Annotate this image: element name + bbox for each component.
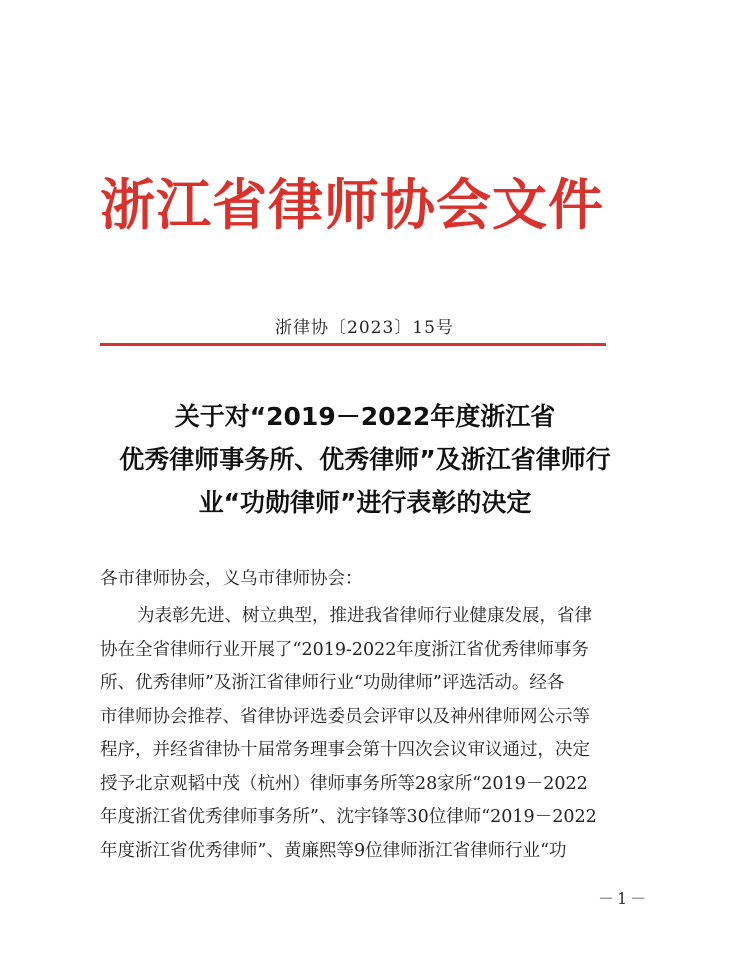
body-line-4: 市律师协会推荐、省律协评选委员会评审以及神州律师网公示等 [100,706,590,727]
body-line-2: 协在全省律师行业开展了“2019-2022年度浙江省优秀律师事务 [100,639,589,660]
body-line-7: 年度浙江省优秀律师事务所”、沈宇锋等30位律师“2019－2022 [100,807,597,827]
decision-title-line-2: 优秀律师事务所、优秀律师”及浙江省律师行 [119,445,611,474]
salutation: 各市律师协会，义乌市律师协会： [100,569,363,589]
body-line-8: 年度浙江省优秀律师”、黄廉熙等9位律师浙江省律师行业“功 [100,840,567,861]
body-line-3: 所、优秀律师”及浙江省律师行业“功勋律师”评选活动。经各 [100,673,565,693]
body-line-1: 为表彰先进、树立典型，推进我省律师行业健康发展，省律 [137,606,592,626]
header-red-divider [100,343,606,346]
decision-title [60,395,670,524]
decision-title-line-1: 关于对“2019－2022年度浙江省 [174,402,556,431]
decision-title-line-3: 业“功勋律师”进行表彰的决定 [198,488,532,517]
document-number: 浙律协〔2023〕15号 [275,318,454,338]
body-line-5: 程序，并经省律协十届常务理事会第十四次会议审议通过，决定 [100,740,590,760]
document-header-title: 浙江省律师协会文件 [100,173,605,237]
body-paragraph [100,600,645,868]
page-number: －1－ [598,889,650,908]
body-line-6: 授予北京观韬中茂（杭州）律师事务所等28家所“2019－2022 [100,773,588,794]
